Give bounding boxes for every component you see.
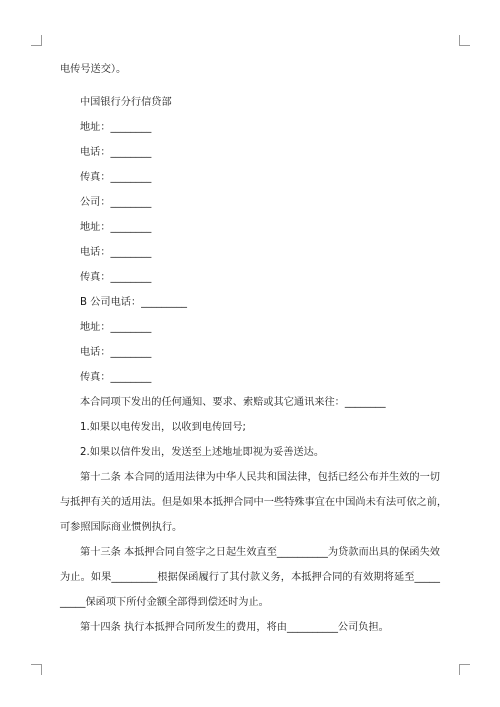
article-13-line: 为止。如果_________根据保函履行了其付款义务，本抵押合同的有效期将延至_____ <box>60 572 440 583</box>
text-line: 1.如果以电传发出，以收到电传回号; <box>80 422 246 433</box>
phone-field: 电话：________ <box>80 247 152 258</box>
phone-field: 电话：________ <box>80 347 152 358</box>
fax-field: 传真：________ <box>80 372 152 383</box>
crop-mark-top-left <box>31 35 42 46</box>
address-field: 地址：________ <box>80 122 152 133</box>
company-field: 公司：________ <box>80 197 152 208</box>
article-13-line: 第十三条 本抵押合同自签字之日起生效直至__________为贷款而出具的保函失效 <box>80 547 440 558</box>
fax-field: 传真：________ <box>80 272 152 283</box>
address-field: 地址：________ <box>80 222 152 233</box>
article-12-line: 第十二条 本合同的适用法律为中华人民共和国法律，包括已经公布并生效的一切 <box>80 472 440 483</box>
article-13-line: _____保函项下所付金额全部得到偿还时为止。 <box>60 597 269 608</box>
text-line: 2.如果以信件发出，发送至上述地址即视为妥善送达。 <box>80 447 325 458</box>
text-line: 中国银行分行信贷部 <box>80 97 172 108</box>
company-b-phone-field: B 公司电话：_________ <box>80 297 188 308</box>
text-line: 本合同项下发出的任何通知、要求、索赔或其它通讯来往：________ <box>80 397 386 408</box>
text-line: 电传号送交）。 <box>60 64 127 75</box>
article-14-line: 第十四条 执行本抵押合同所发生的费用，将由__________公司负担。 <box>80 622 389 633</box>
crop-mark-top-right <box>459 35 470 46</box>
fax-field: 传真：________ <box>80 172 152 183</box>
address-field: 地址：________ <box>80 322 152 333</box>
article-12-line: 可参照国际商业惯例执行。 <box>60 522 183 533</box>
crop-mark-bottom-right <box>459 664 470 675</box>
crop-mark-bottom-left <box>31 664 42 675</box>
article-12-line: 与抵押有关的适用法。但是如果本抵押合同中一些特殊事宜在中国尚未有法可依之前， <box>60 497 448 508</box>
phone-field: 电话：________ <box>80 147 152 158</box>
